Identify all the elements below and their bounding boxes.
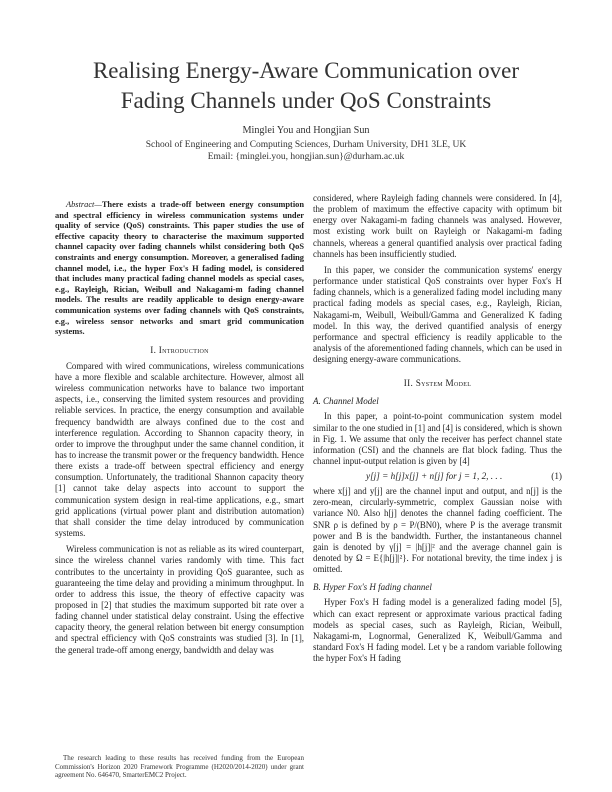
title-line-2: Fading Channels under QoS Constraints [120, 88, 492, 113]
channel-paragraph-2: where x[j] and y[j] are the channel input and output, and n[j] is the zero-mean, circularly-symmetric, complex Gaussian noise with variance N0. Also h[j] denotes the channel fading coefficient. The SNR ρ is defined by ρ = P/(BN0), where P is the average transmit power and B is the bandwidth. Further, the instantaneous channel gain is denoted by γ[j] = |h[j]|² and the average channel gain is denoted by Ω = E{|h[j]|²}. For notational brevity, the time index j is omitted. [313, 486, 562, 575]
section-heading-introduction: I. Introduction [150, 344, 209, 355]
hyper-fox-paragraph: Hyper Fox's H fading model is a generalized fading model [5], which can exact represent or approximate various practical fading models as special cases, such as Rayleigh, Rician, Weibull, Nakagami-m, Lognormal, Generalized K, Weibull/Gamma and standard Fox's H fading model. Let γ be a random variable following the hyper Fox's H fading [313, 597, 562, 664]
author-names: Minglei You and Hongjian Sun [242, 125, 370, 136]
equation-1 [313, 469, 562, 483]
intro-continued-paragraph: considered, where Rayleigh fading channels were considered. In [4], the problem of maximum the effective capacity with optimum bit energy over Nakagami-m fading channels was analysed. However, most existing work built on Rayleigh or Nakagami-m fading channels, whereas a general quantified analysis over practical fading channels has been insufficiently studied. [313, 193, 562, 259]
intro-paragraph-2: Wireless communication is not as reliable as its wired counterpart, since the wireless channel varies randomly with time. This fact contributes to the uncertainty in providing QoS guarantee, such as guaranteeing the time delay and providing a minimum throughput. In order to address this issue, the theory of effective capacity was proposed in [2] that studies the maximum supported bit rate over a fading channel under statistical delay constraint. Using the effective capacity theory, the general relation between bit energy consumption and spectral efficiency with QoS constraints was studied [3]. In [1], the general trade-off among energy, bandwidth and delay was [55, 544, 304, 655]
left-column [55, 200, 304, 656]
subsection-heading-hyper-fox: B. Hyper Fox's H fading channel [313, 582, 432, 593]
channel-paragraph-1: In this paper, a point-to-point communication system model similar to the one studied in [1] and [4] is considered, which is shown in Fig. 1. We assume that only the receiver has perfect channel state information (CSI) and the channels are flat block fading. Thus the channel input-output relation is given by [4] [313, 411, 562, 466]
paper-title [40, 56, 572, 116]
abstract [55, 200, 304, 338]
subsection-heading-channel-model: A. Channel Model [313, 396, 379, 407]
section-heading-system-model: II. System Model [403, 378, 472, 389]
intro-paragraph-3: In this paper, we consider the communication systems' energy performance under statistical QoS constraints over hyper Fox's H fading channels, which is a generalized fading model including many practical fading models as special cases, e.g., Rayleigh, Rician, Nakagami-m, Weibull, Weibull/Gamma and Generalized K fading model. In this way, the derived quantified analysis of energy performance and spectral efficiency is readily applicable to the analysis of the aforementioned fading channels, which can be used in designing energy-aware communications. [313, 264, 562, 365]
abstract-body: There exists a trade-off between energy consumption and spectral efficiency in wireless communication systems under quality of service (QoS) constraints. This paper studies the use of effective capacity theory to characterise the maximum supported channel capacity over fading channels whilst considering both QoS constraints and energy consumption. Moreover, a generalised fading channel model, i.e., the hyper Fox's H fading model, is considered that includes many practical fading channel models as special cases, e.g., Rayleigh, Rician, Weibull and Nakagami-m fading channel models. The results are readily applicable to design energy-aware communication systems over fading channels with QoS constraints, e.g., wireless sensor networks and smart grid communication systems. [55, 200, 304, 337]
equation-number: (1) [551, 471, 562, 482]
footnote: The research leading to these results has received funding from the European Commission's Horizon 2020 Framework Programme (H2020/2014-2020) under grant agreement No. 646470, SmarterEMC2 Project. [55, 754, 304, 780]
intro-paragraph-1: Compared with wired communications, wireless communications have a more flexible and scalable architecture. However, almost all wireless communication networks have to balance two important aspects, i.e., conserving the limited system resources and providing reliable services. In practice, the energy consumption and available frequency bandwidth are always confined due to the cost and interference regulation. According to Shannon capacity theory, in order to improve the throughput under the same channel condition, it has to increase the transmit power or the frequency bandwidth. Hence there exists a trade-off between spectral efficiency and energy consumption. Unfortunately, the traditional Shannon capacity theory [1] cannot take delay aspects into account to support the communication system design in real-time applications, e.g., smart grid applications (virtual power plant and distribution automation) that shall consider the time delay introduced by communication systems. [55, 360, 304, 539]
author-block [40, 125, 572, 163]
right-column [313, 193, 562, 664]
title-line-1: Realising Energy-Aware Communication over [92, 58, 520, 83]
abstract-lead: Abstract— [66, 200, 102, 209]
email: Email: {minglei.you, hongjian.sun}@durham.ac.uk [207, 152, 405, 162]
equation-body: y[j] = h[j]x[j] + n[j] for j = 1, 2, . . . [366, 471, 503, 482]
affiliation: School of Engineering and Computing Sciences, Durham University, DH1 3LE, UK [145, 140, 467, 150]
